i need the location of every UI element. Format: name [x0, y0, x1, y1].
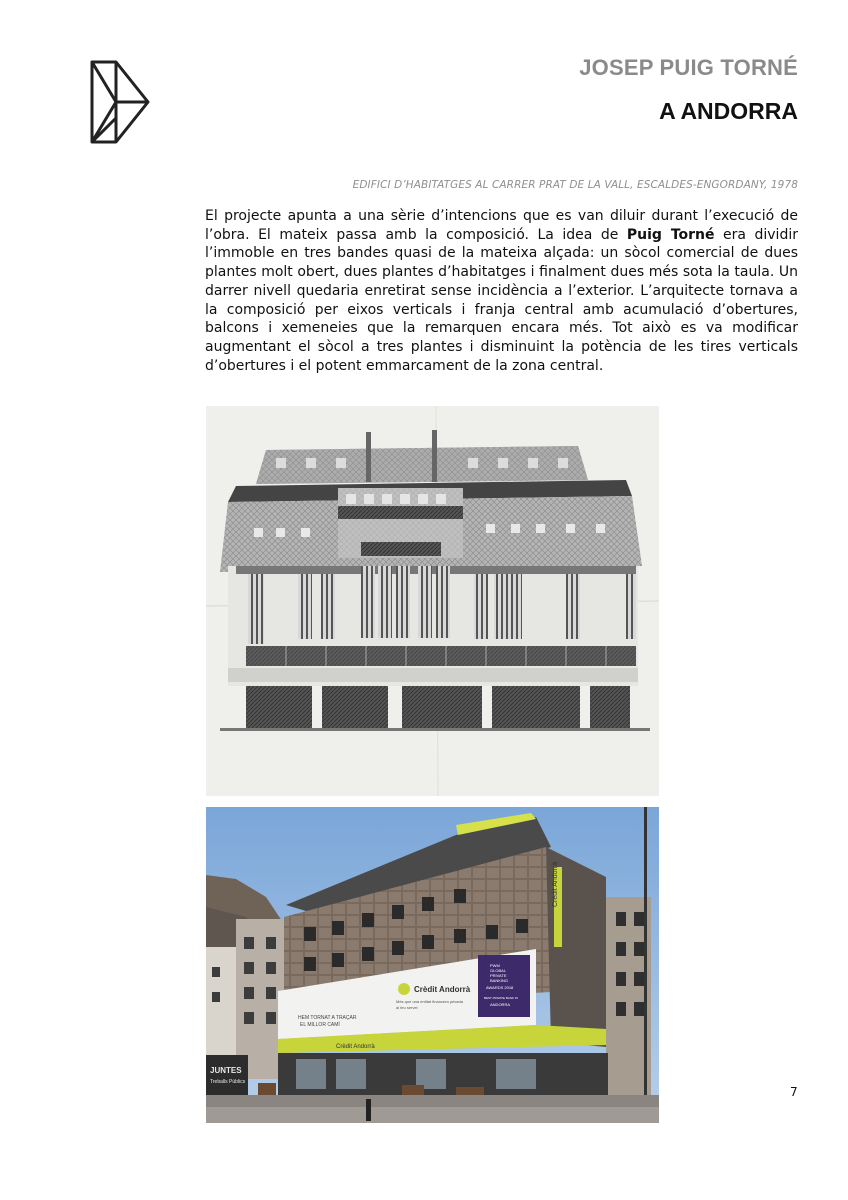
tower-sign: Crèdit Andorrà: [552, 861, 559, 907]
award-line-3: PRIVATE: [490, 973, 507, 978]
architect-name: Puig Torné: [626, 226, 715, 243]
banner-small-2: al teu servei: [396, 1005, 418, 1010]
award-line-5: AWARDS 2018: [486, 985, 514, 990]
author-name: JOSEP PUIG TORNÉ: [579, 55, 798, 80]
banner-small-1: Més que una entitat financera privada: [396, 999, 463, 1004]
banner-line-2: EL MILLOR CAMÍ: [300, 1022, 340, 1028]
award-line-6: BEST PRIVATE BANK IN: [484, 996, 518, 1000]
body-text-part-1: El projecte apunta a una sèrie d’intencions que es van diluir durant l’execució de l’obra. El mateix passa amb la composició. La idea de: [205, 208, 798, 243]
building-photo: [206, 807, 659, 1123]
award-line-1: PWM: [490, 963, 500, 968]
page-title: A ANDORRA: [659, 98, 798, 124]
banner-line-1: HEM TORNAT A TRAÇAR: [298, 1015, 357, 1021]
bank-name-banner: Crèdit Andorrà: [414, 985, 471, 994]
page-number: 7: [790, 1085, 798, 1099]
figure-caption: EDIFICI D’HABITATGES AL CARRER PRAT DE LA VALL, ESCALDES-ENGORDANY, 1978: [352, 179, 798, 191]
billboard-line-2: Treballs Públics: [210, 1079, 246, 1085]
award-line-2: GLOBAL: [490, 968, 507, 973]
award-line-4: BANKING: [490, 978, 509, 983]
billboard-line-1: JUNTES: [210, 1066, 242, 1075]
award-line-7: ANDORRA: [490, 1002, 511, 1007]
body-paragraph: [205, 207, 798, 375]
body-text-part-2: era dividir l’immoble en tres bandes quasi de la mateixa alçada: un sòcol comercial de dues plantes molt obert, dues plantes d’habitatges i finalment dues més sota la taula. Un darrer nivell quedaria enretirat sense incidència a l’exterior. L’arquitecte tornava a la composició per eixos verticals i franja central amb acumulació d’obertures, balcons i xemeneies que la remarquen encara més. Tot això es va modificar augmentant el sòcol a tres plantes i disminuint la potència de les tires verticals d’obertures i el potent emmarcament de la zona central.: [205, 226, 798, 374]
elevation-drawing-photo: [206, 406, 659, 796]
logo: [88, 58, 152, 146]
bank-name-fascia: Crèdit Andorrà: [336, 1044, 375, 1050]
